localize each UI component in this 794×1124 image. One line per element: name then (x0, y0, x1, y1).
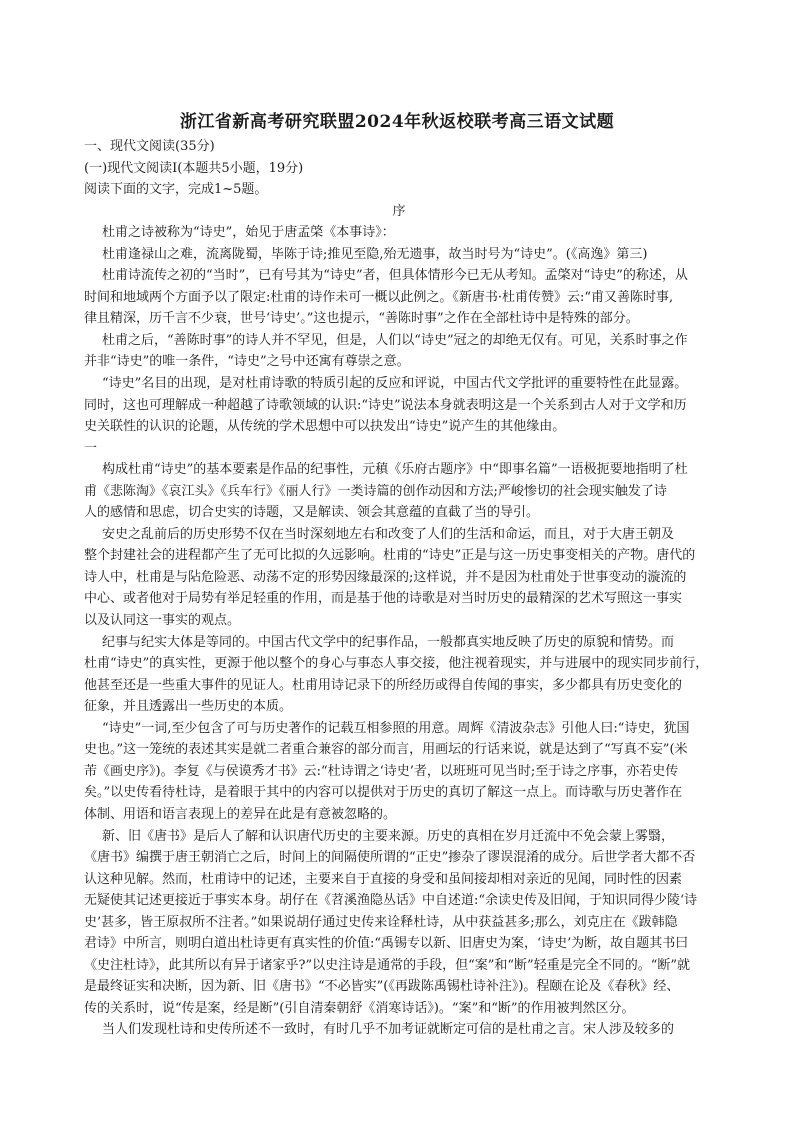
text-line: 认这种见解。然而，杜甫诗中的记述，主要来自于直接的身受和虽间接却相对亲近的见闻，同时性的因素 (84, 871, 683, 887)
text-line: 杜甫之诗被称为“诗史”，始见于唐孟棨《本事诗》： (102, 225, 395, 241)
section-divider: 一 (84, 440, 98, 456)
text-line: 史也。”这一笼统的表述其实是就二者重合兼容的部分而言，用画坛的行话来说，就是达到了“写真不妄”(米 (84, 742, 688, 758)
text-line: 史关联性的认识的论题，从传统的学术思想中可以抉发出“诗史”说产生的其他缘由。 (84, 419, 566, 435)
text-line: 《史注杜诗》，此其所以有异于诸家乎?”以史注诗是通常的手段，但“案”和“断”轻重是完全不同的。“断”就 (84, 957, 690, 973)
text-line: 矣。”以史传看待杜诗，是着眼于其中的内容可以提供对于历史的真切了解这一点上。而诗歌与历史著作在 (84, 785, 683, 801)
text-line: “诗史”名目的出现，是对杜甫诗歌的特质引起的反应和评说，中国古代文学批评的重要特性在此显露。 (102, 376, 688, 392)
text-line: 时间和地域两个方面予以了限定:杜甫的诗作未可一概以此例之。《新唐书·杜甫传赞》云:“甫又善陈时事, (84, 289, 674, 305)
text-line: 杜甫诗流传之初的“当时”，已有号其为“诗史”者，但具体情形今已无从考知。孟棨对“诗史”的称述，从 (102, 268, 688, 284)
text-line: 无疑使其记述更接近于事实本身。胡仔在《苕溪渔隐丛话》中自述道:“余读史传及旧闻，于知识同得少陵‘诗 (84, 893, 698, 909)
page-title: 浙江省新高考研究联盟2024年秋返校联考高三语文试题 (179, 112, 615, 132)
text-line: 杜甫之后，“善陈时事”的诗人并不罕见，但是，人们以“诗史”冠之的却绝无仅有。可见，关系时事之作 (102, 332, 688, 348)
text-line: 《唐书》编撰于唐王朝消亡之后，时间上的间隔使所谓的“正史”掺杂了谬误混淆的成分。后世学者大都不否 (84, 850, 696, 866)
text-line: 同时，这也可理解成一种超越了诗歌领域的认识:“诗史”说法本身就表明这是一个关系到古人对于文学和历 (84, 397, 687, 413)
instruction-text: 阅读下面的文字，完成1~5题。 (84, 182, 268, 198)
text-line: 芾《画史序》)。李复《与侯谟秀才书》云:“杜诗谓之‘诗史’者，以班班可见当时;至于诗之序事，亦若史传 (84, 763, 679, 779)
text-line: 甫《悲陈淘》《哀江头》《兵车行》《丽人行》一类诗篇的创作动因和方法;严峻惨切的社会现实触发了诗 (84, 483, 667, 499)
text-line: 人的感情和思虑，切合史实的诗题，又是解读、领会其意蕴的直截了当的导引。 (84, 505, 540, 521)
section-heading: (一)现代文阅读I(本题共5小题，19分) (84, 160, 304, 176)
part-heading: 一、现代文阅读(35分) (84, 139, 215, 154)
text-line: 体制、用语和语言表现上的差异在此是有意被忽略的。 (84, 806, 397, 822)
text-line: 新、旧《唐书》是后人了解和认识唐代历史的主要来源。历史的真相在岁月迁流中不免会蒙上雾翳， (102, 828, 675, 844)
text-line: 传的关系时，说“传是案，经是断”(引自清秦朝舒《消寒诗话》)。“案”和“断”的作用被判然区分。 (84, 1000, 635, 1016)
text-line: 并非“诗史”的唯一条件，“诗史”之号中还寓有尊崇之意。 (84, 354, 410, 370)
document-body (84, 136, 714, 1041)
text-line: 纪事与纪实大体是等同的。中国古代文学中的纪事作品，一般都真实地反映了历史的原貌和情势。而 (102, 634, 675, 650)
text-line: 整个封建社会的进程都产生了无可比拟的久远影响。杜甫的“诗史”正是与这一历史事变相关的产物。唐代的 (84, 548, 696, 564)
text-line: 中心、或者他对于局势有举足轻重的作用，而是基于他的诗歌是对当时历史的最精深的艺术写照这一事实 (84, 591, 683, 607)
text-line: 史’甚多，皆王原叔所不注者。”如果说胡仔通过史传来诠释杜诗，从中获益甚多;那么，刘克庄在《跋韩隐 (84, 914, 678, 930)
text-line: 诗人中，杜甫是与阽危险恶、动荡不定的形势因缘最深的;这样说，并不是因为杜甫处于世事变动的漩流的 (84, 569, 687, 585)
text-line: 当人们发现杜诗和史传所述不一致时，有时几乎不加考证就断定可信的是杜甫之言。宋人涉及较多的 (102, 1022, 675, 1038)
text-line: 律且精深，历千言不少衰，世号‘诗史’。”这也提示，“善陈时事”之作在全部杜诗中是特殊的部分。 (84, 311, 639, 327)
text-line: 杜甫“诗史”的真实性，更源于他以整个的身心与事态人事交接，他注视着现实，并与进展中的现实同步前行， (84, 656, 709, 672)
text-line: 君诗》中所言，则明白道出杜诗更有真实性的价值:“禹锡专以新、旧唐史为案，‘诗史’为断，故自题其书曰 (84, 936, 689, 952)
text-line: 是最终证实和决断，因为新、旧《唐书》“不必皆实”(《再跋陈禹锡杜诗补注》)。程颐在论及《春秋》经、 (84, 979, 680, 995)
text-line: 安史之乱前后的历史形势不仅在当时深刻地左右和改变了人们的生活和命运，而且，对于大唐王朝及 (102, 526, 675, 542)
quote-line: 杜甫逢禄山之难，流离陇蜀，毕陈于诗;推见至隐,殆无遗事，故当时号为“诗史”。(《高逸》第三) (102, 246, 648, 262)
article-heading: 序 (392, 203, 406, 219)
text-line: 征象，并且透露出一些历史的本质。 (84, 699, 293, 715)
text-line: 以及认同这一事实的观点。 (84, 613, 241, 629)
text-line: “诗史”一词,至少包含了可与历史著作的记载互相参照的用意。周辉《清波杂志》引他人曰:“诗史，犹国 (102, 720, 690, 736)
text-line: 他甚至还是一些重大事件的见证人。杜甫用诗记录下的所经历或得自传闻的事实，多少都具有历史变化的 (84, 677, 683, 693)
text-line: 构成杜甫“诗史”的基本要素是作品的纪事性，元稹《乐府古题序》中“即事名篇”一语极扼要地指明了杜 (102, 462, 688, 478)
